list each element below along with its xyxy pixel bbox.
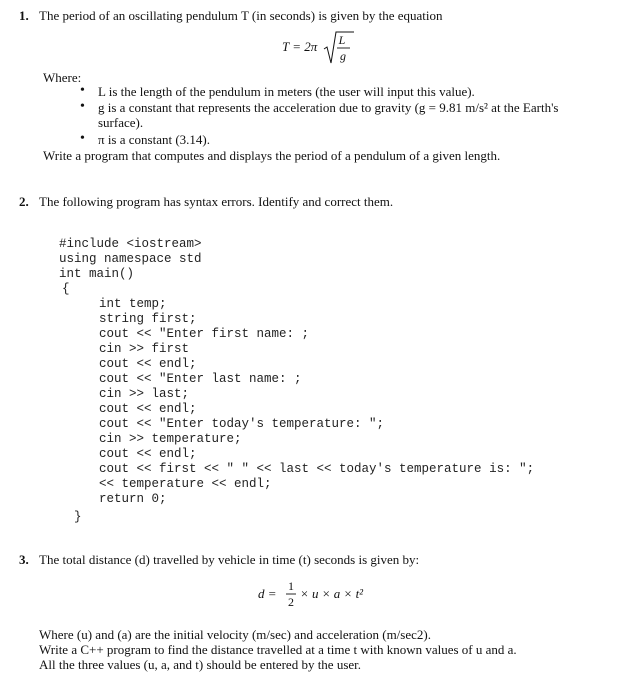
- code-line: int main(): [59, 267, 135, 281]
- q1-closing: Write a program that computes and displays the period of a pendulum of a given length.: [43, 148, 501, 163]
- code-line: cin >> last;: [99, 387, 190, 401]
- code-line: cout << "Enter today's temperature: ";: [99, 417, 385, 431]
- code-line: cout << "Enter first name: ;: [99, 327, 310, 341]
- pendulum-numerator: L: [338, 33, 346, 47]
- q1-number: 1.: [19, 8, 29, 23]
- code-line: cout << endl;: [99, 402, 197, 416]
- pendulum-equation: [282, 30, 372, 66]
- code-line: }: [74, 510, 82, 524]
- code-line: #include <iostream>: [59, 237, 202, 251]
- code-line: cin >> temperature;: [99, 432, 242, 446]
- code-line: cout << first << " " << last << today's temperature is: ";: [99, 462, 535, 476]
- distance-numerator: 1: [288, 579, 294, 593]
- q1-bullet-gravity: g is a constant that represents the acceleration due to gravity (g = 9.81 m/s² at the Earth's: [98, 100, 559, 115]
- code-line: cout << endl;: [99, 357, 197, 371]
- distance-equation-rhs: × u × a × t²: [300, 586, 364, 601]
- code-line: using namespace std: [59, 252, 202, 266]
- q2-text: The following program has syntax errors. Identify and correct them.: [39, 194, 394, 209]
- q1-bullet-length: L is the length of the pendulum in meters (the user will input this value).: [98, 84, 475, 99]
- q1-bullet-gravity-cont: surface).: [98, 115, 144, 130]
- q3-line-where: Where (u) and (a) are the initial velocity (m/sec) and acceleration (m/sec2).: [39, 627, 431, 642]
- q3-number: 3.: [19, 552, 29, 567]
- bullet-dot: •: [80, 99, 85, 114]
- q1-bullet-pi: π is a constant (3.14).: [98, 132, 210, 147]
- q3-line-write: Write a C++ program to find the distance travelled at a time t with known values of u and a.: [39, 642, 517, 657]
- q1-intro: The period of an oscillating pendulum T (in seconds) is given by the equation: [39, 8, 443, 23]
- distance-denominator: 2: [288, 595, 294, 609]
- bullet-dot: •: [80, 131, 85, 146]
- q1-where-label: Where:: [43, 70, 82, 85]
- code-line: << temperature << endl;: [99, 477, 272, 491]
- code-line: cin >> first: [99, 342, 190, 356]
- bullet-dot: •: [80, 83, 85, 98]
- code-line: {: [62, 282, 70, 296]
- pendulum-equation-lhs: T = 2π: [282, 39, 318, 54]
- code-line: cout << "Enter last name: ;: [99, 372, 302, 386]
- code-line: return 0;: [99, 492, 167, 506]
- q3-text: The total distance (d) travelled by vehicle in time (t) seconds is given by:: [39, 552, 420, 567]
- code-line: cout << endl;: [99, 447, 197, 461]
- q3-line-inputs: All the three values (u, a, and t) should be entered by the user.: [39, 657, 362, 672]
- distance-equation-lhs: d =: [258, 586, 277, 601]
- pendulum-denominator: g: [340, 49, 346, 63]
- code-line: int temp;: [99, 297, 167, 311]
- code-line: string first;: [99, 312, 197, 326]
- distance-equation: [258, 578, 378, 614]
- q2-number: 2.: [19, 194, 29, 209]
